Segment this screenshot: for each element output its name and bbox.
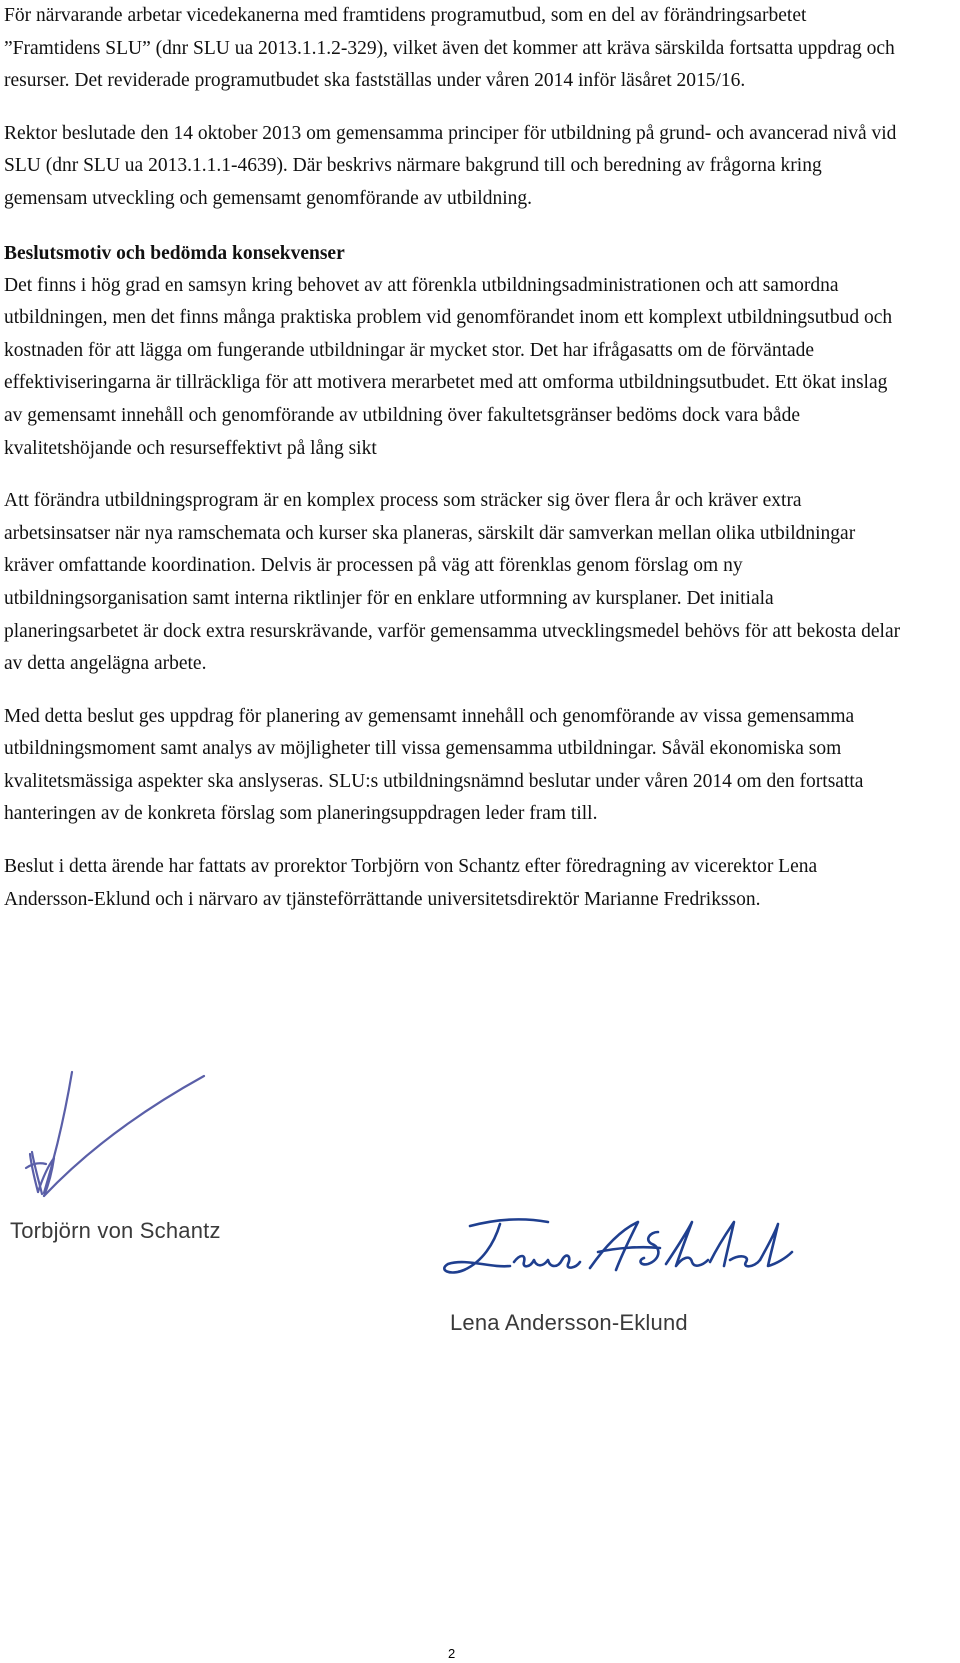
signature-name-torbjorn: Torbjörn von Schantz <box>10 1218 221 1243</box>
signature-name-lena: Lena Andersson-Eklund <box>450 1310 688 1335</box>
section-heading: Beslutsmotiv och bedömda konsekvenser <box>4 242 345 264</box>
signature-lena <box>430 1212 800 1342</box>
document-body <box>4 0 904 916</box>
signature-torbjorn <box>8 1068 248 1243</box>
paragraph-forandra-program: Att förändra utbildningsprogram är en komplex process som sträcker sig över flera år och kräver extra arbetsinsatser när nya ramschemata och kurser ska planeras, särskilt där samverkan mellan olika utbildningar kräver omfattande koordination. Delvis är processen på väg att förenklas genom förslag om ny utbildningsorganisation samt interna riktlinjer för en enklare utformning av kursplaner. Det initiala planeringsarbetet är dock extra resurskrävande, varför gemensamma utvecklingsmedel behövs för att bekosta delar av detta angelägna arbete. <box>4 490 901 675</box>
page-number: 2 <box>448 1646 456 1661</box>
handwritten-signature-icon <box>430 1212 800 1302</box>
paragraph-rektor-beslut: Rektor beslutade den 14 oktober 2013 om gemensamma principer för utbildning på grund- och avancerad nivå vid SLU (dnr SLU ua 2013.1.1.1-4639). Där beskrivs närmare bakgrund till och beredning av frågorna kring gemensam utveckling och gemensamt genomförande av utbildning. <box>4 122 897 209</box>
paragraph-programutbud: För närvarande arbetar vicedekanerna med framtidens programutbud, som en del av förändringsarbetet ”Framtidens SLU” (dnr SLU ua 2013.1.1.2-329), vilket även det kommer att kräva särskilda fortsatta uppdrag och resurser. Det reviderade programutbudet ska fastställas under våren 2014 inför läsåret 2015/16. <box>4 5 895 92</box>
paragraph-beslut-fattat: Beslut i detta ärende har fattats av prorektor Torbjörn von Schantz efter föredragning av vicerektor Lena Andersson-Eklund och i närvaro av tjänsteförrättande universitetsdirektör Marianne Fredriksson. <box>4 856 818 910</box>
handwritten-signature-icon <box>8 1068 248 1238</box>
paragraph-uppdrag: Med detta beslut ges uppdrag för planering av gemensamt innehåll och genomförande av vissa gemensamma utbildningsmoment samt analys av möjligheter till vissa gemensamma utbildningar. Såväl ekonomiska som kvalitetsmässiga aspekter ska anslyseras. SLU:s utbildningsnämnd beslutar under våren 2014 om den fortsatta hanteringen av de konkreta förslag som planeringsuppdragen leder fram till. <box>4 705 864 825</box>
paragraph-samsyn: Det finns i hög grad en samsyn kring behovet av att förenkla utbildningsadministrationen och att samordna utbildningen, men det finns många praktiska problem vid genomförandet inom ett komplext utbildningsutbud och kostnaden för att lägga om fungerande utbildningar är mycket stor. Det har ifrågasatts om de förväntade effektiviseringarna är tillräckliga för att motivera merarbetet med att omforma utbildningsutbudet. Ett ökat inslag av gemensamt innehåll och genomförande av utbildning över fakultetsgränser bedöms dock vara både kvalitetshöjande och resurseffektivt på lång sikt <box>4 274 893 459</box>
